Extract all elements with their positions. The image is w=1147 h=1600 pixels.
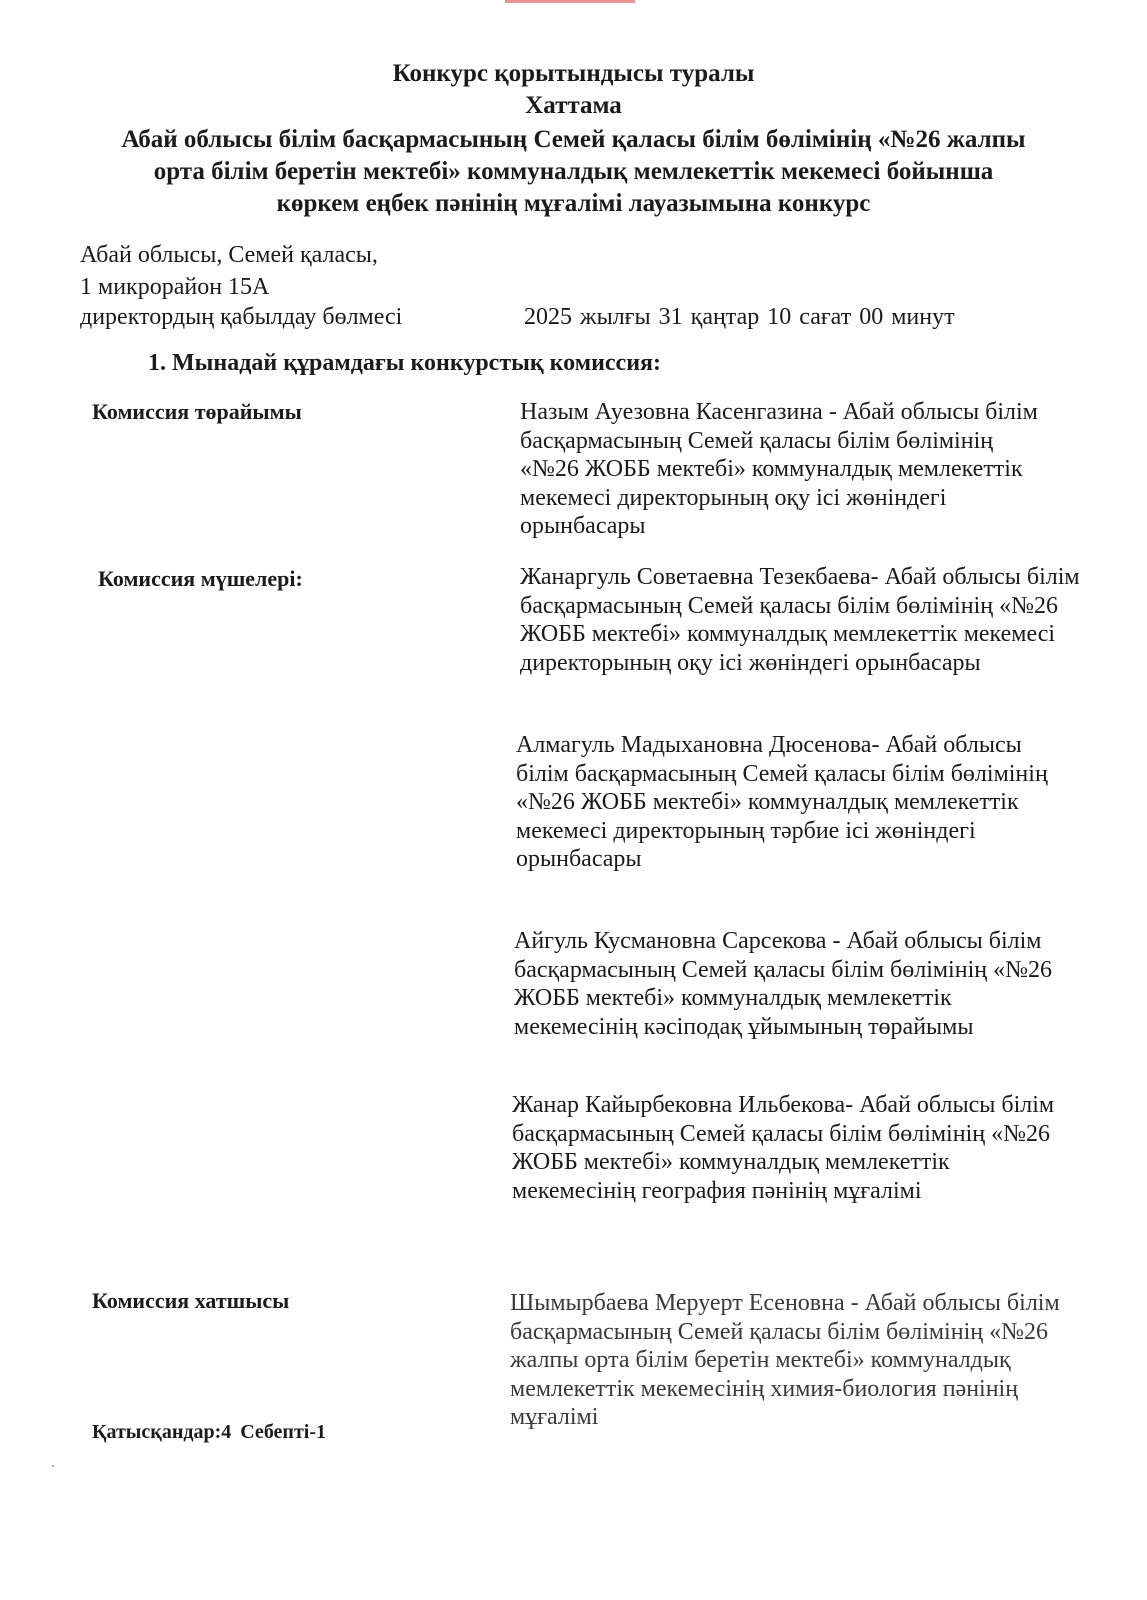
title-line-2: Хаттама bbox=[525, 92, 622, 119]
commission-member: Айгуль Кусмановна Сарсекова - Абай облысы білім басқармасының Семей қаласы білім бөлімінің «№26 ЖОББ мектебі» коммуналдық мемлекеттік мекемесінің кәсіподақ ұйымының төрайымы bbox=[514, 928, 1052, 1040]
role-label-secretary: Комиссия хатшысы bbox=[92, 1288, 290, 1313]
title-line-1: Конкурс қорытындысы туралы bbox=[392, 60, 755, 87]
commission-chair: Назым Ауезовна Касенгазина - Абай облысы білім басқармасының Семей қаласы білім бөлімінің «№26 ЖОББ мектебі» коммуналдық мемлекеттік мекемесі директорының оқу ісі жөніндегі орынбасары bbox=[520, 399, 1038, 539]
meeting-datetime: 2025 жылғы 31 қаңтар 10 сағат 00 минут bbox=[524, 304, 955, 330]
scan-speck bbox=[52, 1465, 54, 1467]
address-line-2: 1 микрорайон 15А bbox=[80, 274, 270, 300]
address-line-1: Абай облысы, Семей қаласы, bbox=[80, 242, 378, 268]
address-line-3: директордың қабылдау бөлмесі bbox=[80, 304, 403, 330]
title-line-3: Абай облысы білім басқармасының Семей қаласы білім бөлімінің «№26 жалпы bbox=[121, 126, 1026, 153]
title-line-5: көркем еңбек пәнінің мұғалімі лауазымына конкурс bbox=[276, 190, 871, 217]
top-color-mark bbox=[505, 0, 635, 3]
commission-secretary: Шымырбаева Меруерт Есеновна - Абай облысы білім басқармасының Семей қаласы білім бөлімінің «№26 жалпы орта білім беретін мектебі» коммуналдық мемлекеттік мекемесінің химия-биология пәнінің мұғалімі bbox=[510, 1290, 1060, 1430]
title-line-4: орта білім беретін мектебі» коммуналдық мемлекеттік мекемесі бойынша bbox=[153, 158, 994, 185]
role-label-members: Комиссия мүшелері: bbox=[98, 566, 303, 591]
commission-member: Жанаргуль Советаевна Тезекбаева- Абай облысы білім басқармасының Семей қаласы білім бөлімінің «№26 ЖОББ мектебі» коммуналдық мемлекеттік мекемесі директорының оқу ісі жөніндегі орынбасары bbox=[520, 564, 1080, 676]
role-label-chair: Комиссия төрайымы bbox=[92, 399, 302, 424]
participants-count: Қатысқандар:4 Себепті-1 bbox=[92, 1421, 326, 1443]
section-1-heading: 1. Мынадай құрамдағы конкурстық комиссия: bbox=[148, 350, 662, 376]
commission-member: Жанар Кайырбековна Ильбекова- Абай облысы білім басқармасының Семей қаласы білім бөлімінің «№26 ЖОББ мектебі» коммуналдық мемлекеттік мекемесінің география пәнінің мұғалімі bbox=[512, 1092, 1055, 1204]
commission-member: Алмагуль Мадыхановна Дюсенова- Абай облысы білім басқармасының Семей қаласы білім бөлімінің «№26 ЖОББ мектебі» коммуналдық мемлекеттік мекемесі директорының тәрбие ісі жөніндегі орынбасары bbox=[516, 732, 1048, 872]
